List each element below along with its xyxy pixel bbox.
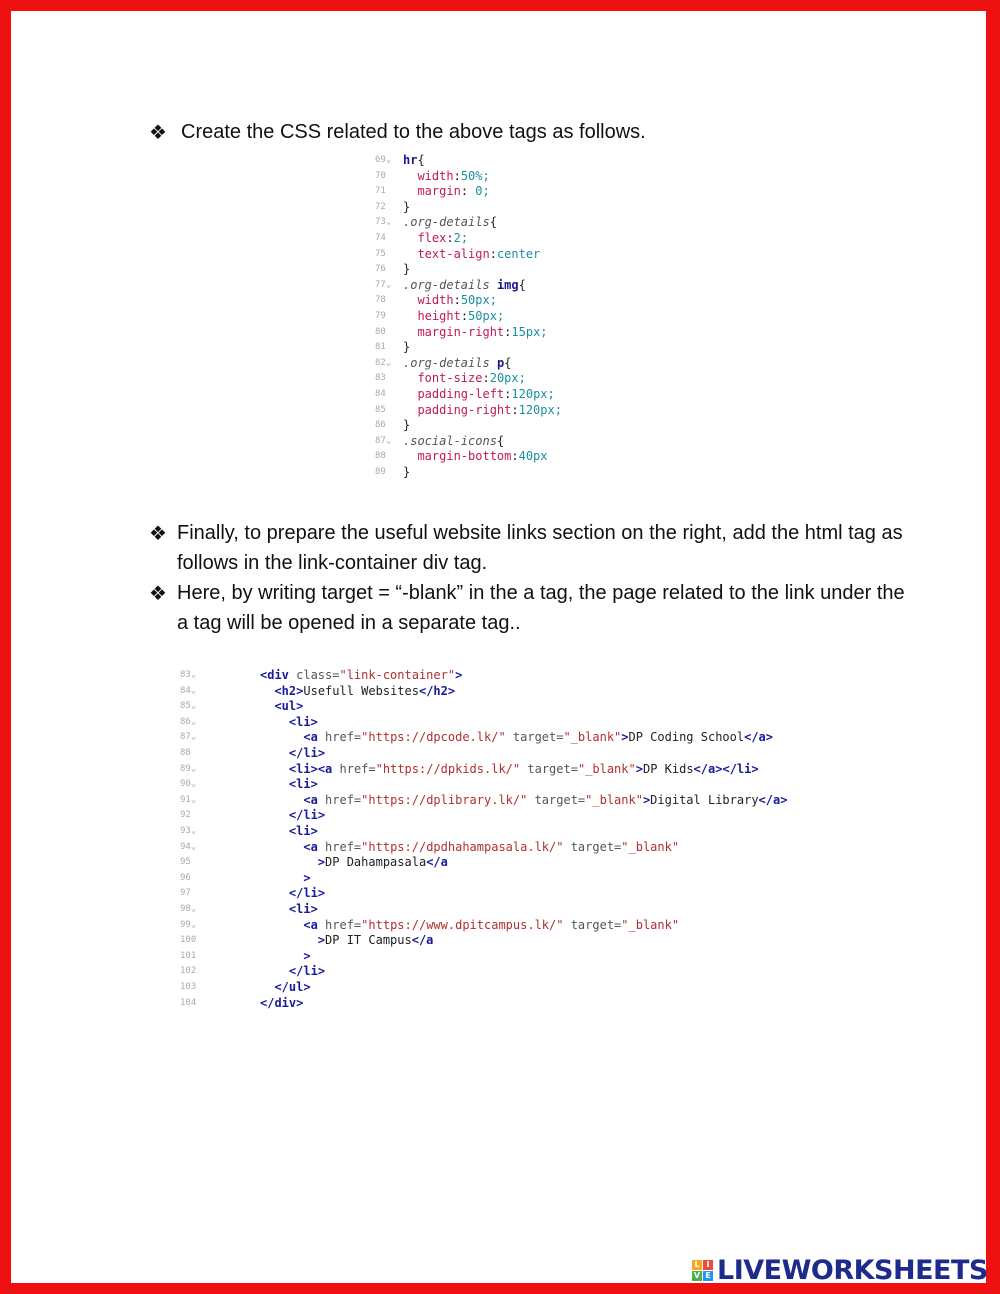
- html-line-number: 85⌄: [180, 701, 197, 712]
- logo-icon: [692, 1260, 713, 1281]
- css-code-line: }: [403, 262, 411, 277]
- html-code-line: >DP IT Campus</a: [317, 933, 434, 948]
- css-line-number: 81: [375, 342, 386, 353]
- html-code-line: <h2>Usefull Websites</h2>: [274, 683, 456, 698]
- css-line-number: 85: [375, 404, 386, 415]
- css-code-line: flex:2;: [417, 231, 469, 245]
- html-line-number: 90⌄: [180, 779, 197, 790]
- css-code-block: [375, 153, 575, 488]
- css-line-number: 75: [375, 248, 386, 259]
- css-code-line: }: [403, 199, 411, 214]
- css-code-line: width:50%;: [417, 168, 490, 183]
- html-code-line: </div>: [260, 995, 304, 1010]
- css-line-number: 72: [375, 201, 386, 212]
- html-line-number: 101: [180, 950, 197, 961]
- html-line-number: 88: [180, 748, 191, 758]
- css-code-line: .social-icons{: [403, 433, 505, 448]
- html-code-line: >DP Dahampasala</a: [317, 855, 448, 870]
- logo-letter: E: [703, 1271, 713, 1281]
- html-code-line: </li>: [288, 964, 326, 979]
- html-line-number: 99⌄: [180, 919, 197, 930]
- html-code-line: <li>: [288, 714, 318, 729]
- css-code-line: .org-details{: [403, 215, 497, 230]
- html-line-number: 97: [180, 888, 191, 899]
- html-code-line: </li>: [288, 808, 326, 823]
- html-code-line: </li>: [288, 746, 326, 760]
- html-code-line: </ul>: [274, 980, 311, 994]
- css-code-line: padding-right:120px;: [417, 402, 562, 417]
- html-line-number: 104: [180, 997, 197, 1008]
- css-line-number: 71: [375, 186, 386, 197]
- html-line-number: 100: [180, 935, 197, 946]
- html-code-line: <li>: [288, 824, 318, 838]
- html-code-line: <div class="link-container">: [260, 668, 463, 682]
- css-code-line: }: [403, 418, 411, 433]
- css-code-line: .org-details p{: [403, 355, 512, 370]
- html-code-line: <li>: [288, 902, 318, 916]
- html-code-line: <a href="https://dplibrary.lk/" target="_blank">Digital Library</a>: [303, 792, 788, 807]
- css-code-line: margin: 0;: [417, 184, 490, 199]
- css-line-number: 73⌄: [375, 217, 392, 228]
- css-line-number: 88: [375, 451, 386, 462]
- html-line-number: 95: [180, 857, 191, 868]
- css-code-line: margin-bottom:40px: [417, 449, 548, 464]
- html-code-line: <li>: [288, 777, 318, 792]
- css-line-number: 84: [375, 389, 386, 399]
- html-line-number: 102: [180, 966, 197, 977]
- html-code-line: <a href="https://www.dpitcampus.lk/" target="_blank": [303, 917, 680, 932]
- html-code-line: >: [303, 948, 311, 963]
- instruction-text-3: Here, by writing target = “-blank” in the a tag, the page related to the link under the a tag will be opened in a separate tag..: [177, 582, 905, 634]
- css-line-number: 82⌄: [375, 357, 392, 368]
- css-line-number: 86: [375, 420, 386, 431]
- css-line-number: 74: [375, 233, 386, 243]
- css-code-line: }: [403, 465, 411, 479]
- css-line-number: 70: [375, 170, 386, 181]
- html-code-line: >: [303, 870, 311, 885]
- logo-letter: L: [692, 1260, 702, 1270]
- logo-letter: V: [693, 1270, 701, 1280]
- css-line-number: 83: [375, 373, 386, 384]
- html-code-line: </li>: [288, 886, 326, 901]
- html-line-number: 103: [180, 982, 197, 992]
- css-line-number: 77⌄: [375, 279, 392, 290]
- html-code-block: [180, 668, 860, 1018]
- css-code-line: padding-left:120px;: [417, 387, 555, 401]
- css-code-line: font-size:20px;: [417, 371, 526, 386]
- css-line-number: 89: [375, 467, 386, 477]
- bullet-icon: ❖: [149, 120, 167, 144]
- css-line-number: 69⌄: [375, 155, 392, 165]
- html-code-line: <a href="https://dpdhahampasala.lk/" target="_blank": [303, 839, 680, 854]
- css-line-number: 78: [375, 295, 386, 306]
- css-line-number: 76: [375, 264, 386, 275]
- bullet-icon: ❖: [149, 581, 167, 605]
- instruction-text-1: Create the CSS related to the above tags as follows.: [181, 121, 646, 143]
- css-code-line: margin-right:15px;: [417, 324, 548, 339]
- liveworksheets-logo: [692, 1256, 988, 1284]
- css-code-line: text-align:center: [417, 246, 541, 261]
- html-code-line: <a href="https://dpcode.lk/" target="_blank">DP Coding School</a>: [303, 730, 774, 745]
- logo-text: LIVEWORKSHEETS: [717, 1254, 988, 1286]
- html-line-number: 86⌄: [180, 716, 197, 727]
- css-line-number: 87⌄: [375, 435, 392, 446]
- html-line-number: 96: [180, 872, 191, 883]
- css-code-line: .org-details img{: [403, 277, 526, 292]
- html-code-line: <li><a href="https://dpkids.lk/" target="_blank">DP Kids</a></li>: [288, 761, 759, 776]
- html-line-number: 93⌄: [180, 826, 197, 836]
- html-line-number: 89⌄: [180, 763, 197, 774]
- html-line-number: 98⌄: [180, 904, 197, 914]
- html-line-number: 84⌄: [180, 685, 197, 696]
- html-line-number: 94⌄: [180, 841, 197, 852]
- css-line-number: 79: [375, 311, 386, 321]
- instruction-text-2: Finally, to prepare the useful website links section on the right, add the html tag as follows in the link-container div tag.: [177, 522, 903, 574]
- css-code-line: }: [403, 340, 411, 355]
- html-line-number: 83⌄: [180, 670, 197, 680]
- html-code-line: <ul>: [274, 699, 304, 714]
- html-line-number: 87⌄: [180, 732, 197, 743]
- css-code-line: height:50px;: [417, 309, 505, 323]
- html-line-number: 91⌄: [180, 794, 197, 805]
- css-code-line: hr{: [403, 153, 425, 167]
- html-line-number: 92: [180, 810, 191, 821]
- css-code-line: width:50px;: [417, 293, 497, 308]
- bullet-icon: ❖: [149, 521, 167, 545]
- css-line-number: 80: [375, 326, 386, 337]
- logo-letter: I: [703, 1260, 713, 1270]
